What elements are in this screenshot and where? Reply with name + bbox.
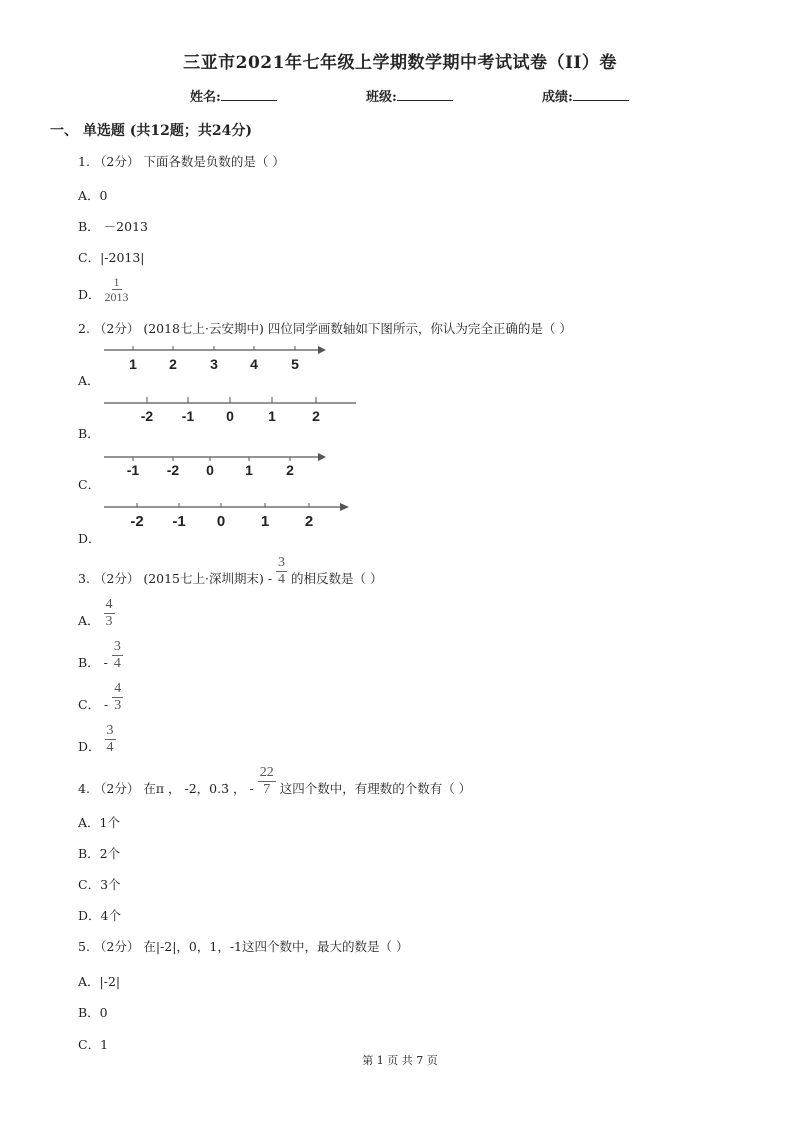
q3-stem-fraction (276, 556, 287, 587)
q2-number-line-b (100, 392, 362, 428)
q2-option-b: B． (78, 426, 100, 441)
q2-stem: 2. （2分） (2018七上·云安期中) 四位同学画数轴如下图所示，你认为完全正确的是（ ） (78, 321, 572, 336)
axis-label: 4 (250, 356, 258, 372)
class-blank (397, 88, 453, 101)
q3-option-b-prefix: B． - (78, 655, 108, 670)
class-field (366, 86, 453, 105)
q3-option-b (78, 640, 123, 671)
fraction-numerator: 3 (106, 723, 114, 738)
q2-option-a: A． (78, 373, 100, 388)
axis-label: -2 (166, 462, 180, 478)
fraction-denominator: 3 (114, 698, 122, 713)
score-field (542, 86, 629, 105)
q3-option-a (78, 598, 115, 629)
axis-label: 0 (206, 462, 214, 478)
axis-label: 1 (260, 513, 270, 530)
fraction-numerator: 4 (114, 681, 122, 696)
q3-option-c-fraction (112, 682, 123, 713)
fraction-denominator: 4 (113, 656, 121, 671)
q3-option-a-fraction (104, 598, 115, 629)
axis-label: 2 (304, 513, 314, 530)
q3-option-d-prefix: D． (78, 739, 101, 754)
axis-label: -1 (172, 513, 186, 530)
fraction-numerator: 3 (278, 555, 286, 570)
axis-label: 2 (169, 356, 177, 372)
q1-option-d (78, 276, 129, 303)
axis-label: 0 (216, 513, 226, 530)
name-blank (221, 88, 277, 101)
q5-stem: 5. （2分） 在|-2|，0，1，-1这四个数中，最大的数是（ ） (78, 939, 409, 954)
axis-label: 1 (245, 462, 253, 478)
q1-option-a: A．0 (78, 188, 108, 203)
q4-option-c: C．3个 (78, 877, 121, 892)
q2-number-line-a (100, 340, 340, 376)
q4-option-b: B．2个 (78, 846, 121, 861)
axis-label: 3 (210, 356, 218, 372)
q3-option-a-prefix: A． (78, 613, 100, 628)
q4-stem-pre: 4. （2分） 在π ， -2，0.3̇ ， - (78, 781, 254, 796)
name-field (190, 86, 277, 105)
fraction-denominator: 7 (263, 782, 271, 797)
fraction-denominator: 3 (105, 614, 113, 629)
q5-option-b: B．0 (78, 1005, 108, 1020)
q3-option-d (78, 724, 116, 755)
axis-label: -2 (140, 408, 154, 424)
q5-option-a: A．|-2| (78, 974, 121, 989)
q4-stem-fraction (258, 766, 276, 797)
fraction-numerator: 4 (105, 597, 113, 612)
axis-label: -1 (181, 408, 195, 424)
axis-label: 2 (312, 408, 320, 424)
q4-stem-post: 这四个数中，有理数的个数有（ ） (279, 781, 472, 796)
q3-option-d-fraction (105, 724, 116, 755)
fraction-numerator: 22 (259, 765, 274, 780)
axis-label: 2 (286, 462, 294, 478)
page-title: 三亚市2021年七年级上学期数学期中考试试卷（II）卷 (183, 53, 617, 73)
q3-option-c-prefix: C． - (78, 697, 109, 712)
q4-option-a: A．1个 (78, 815, 120, 830)
axis-label: -2 (130, 513, 144, 530)
q2-option-d: D． (78, 531, 101, 546)
q2-number-line-c (100, 449, 340, 481)
q3-option-b-fraction (112, 640, 123, 671)
axis-label: 1 (129, 356, 137, 372)
name-label: 姓名: (190, 90, 221, 105)
q1-option-b: B． －2013 (78, 219, 148, 234)
q4-stem (78, 766, 471, 797)
fraction-denominator: 4 (278, 572, 286, 587)
score-blank (573, 88, 629, 101)
q3-stem-post: 的相反数是（ ） (291, 571, 383, 586)
q2-number-line-d (100, 498, 356, 532)
q5-option-c: C．1 (78, 1037, 109, 1052)
q3-stem-pre: 3. （2分） (2015七上·深圳期末) - (78, 571, 273, 586)
section-heading: 一、 单选题 (共12题；共24分) (50, 123, 252, 139)
axis-label: 0 (226, 408, 234, 424)
q4-option-d: D．4个 (78, 908, 121, 923)
score-label: 成绩: (542, 90, 573, 105)
fraction-denominator: 2013 (104, 290, 129, 304)
q1-option-d-prefix: D． (78, 287, 101, 302)
axis-label: 1 (268, 408, 276, 424)
q1-option-d-fraction (105, 276, 129, 303)
axis-label: -1 (126, 462, 140, 478)
fraction-denominator: 4 (106, 740, 114, 755)
fraction-numerator: 3 (113, 639, 121, 654)
page-footer: 第 1 页 共 7 页 (362, 1054, 438, 1067)
fraction-numerator: 1 (113, 275, 120, 289)
class-label: 班级: (366, 90, 397, 105)
q3-option-c (78, 682, 123, 713)
q1-option-c: C．|-2013| (78, 250, 145, 265)
q3-stem (78, 556, 383, 587)
axis-label: 5 (291, 356, 299, 372)
q1-stem: 1. （2分） 下面各数是负数的是（ ） (78, 154, 285, 169)
q2-option-c: C． (78, 477, 101, 492)
